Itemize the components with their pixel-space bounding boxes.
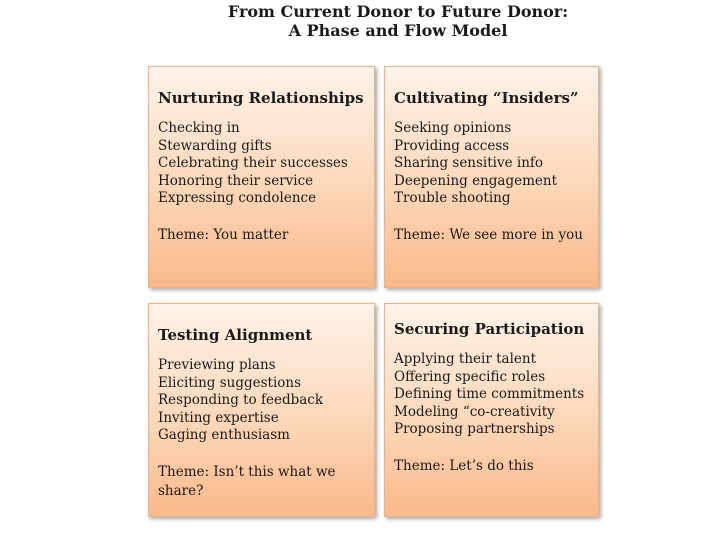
card-item: Defining time commitments: [394, 386, 585, 403]
card-item-list: [394, 351, 590, 439]
card-heading: Securing Participation: [394, 320, 585, 338]
card-item: Celebrating their successes: [158, 155, 348, 172]
card-theme: Theme: Let’s do this: [394, 457, 534, 474]
card-heading: Testing Alignment: [158, 326, 313, 344]
card-item: Checking in: [158, 120, 240, 136]
card-item: Expressing condolence: [158, 190, 317, 207]
card-heading: Cultivating “Insiders”: [394, 89, 579, 107]
card-theme: Theme: You matter: [158, 226, 289, 243]
card-item: Gaging enthusiasm: [158, 427, 290, 444]
card-item: Providing access: [394, 137, 510, 154]
title-line-1: From Current Donor to Future Donor:: [227, 2, 569, 21]
card-item: Sharing sensitive info: [394, 155, 544, 172]
card-item-list: [158, 120, 366, 208]
card-theme: Theme: We see more in you: [394, 226, 583, 243]
card-item: Proposing partnerships: [394, 421, 555, 438]
card-theme: Theme: Isn’t this what we share?: [158, 463, 336, 499]
card-item: Seeking opinions: [394, 120, 512, 136]
card-item: Stewarding gifts: [158, 137, 272, 154]
card-item: Offering specific roles: [394, 368, 546, 385]
card-item: Previewing plans: [158, 357, 276, 373]
card-item: Responding to feedback: [158, 392, 324, 409]
card-item: Eliciting suggestions: [158, 374, 302, 391]
card-item: Trouble shooting: [394, 190, 511, 207]
card-heading: Nurturing Relationships: [158, 89, 364, 107]
phase-card-testing-alignment: [148, 303, 375, 517]
diagram-title: [0, 2, 720, 40]
phase-card-cultivating-insiders: [384, 66, 599, 288]
card-item: Deepening engagement: [394, 172, 557, 189]
card-item: Modeling “co-creativity: [394, 403, 555, 420]
card-item-list: [158, 357, 366, 445]
phase-card-securing-participation: [384, 303, 599, 517]
title-line-2: A Phase and Flow Model: [288, 21, 508, 40]
card-item-list: [394, 120, 590, 208]
card-item: Honoring their service: [158, 172, 314, 189]
phase-card-nurturing-relationships: [148, 66, 375, 288]
card-item: Applying their talent: [394, 351, 536, 367]
card-item: Inviting expertise: [158, 409, 279, 426]
